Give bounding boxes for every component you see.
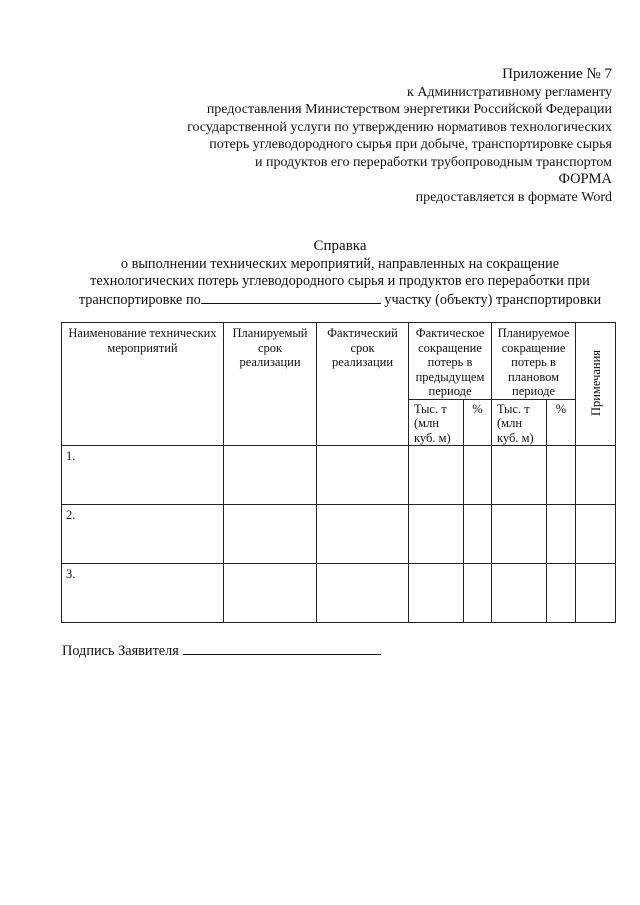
header-line: предоставления Министерством энергетики Российской Федерации <box>206 102 612 117</box>
section-blank-field[interactable] <box>201 291 381 304</box>
cell-name[interactable] <box>62 446 224 505</box>
table-cell[interactable] <box>492 446 547 505</box>
header-line: потерь углеводородного сырья при добыче, транспортировке сырья <box>209 137 612 152</box>
subheader-units: Тыс. т (млн куб. м) <box>492 399 547 446</box>
title-line-prefix: транспортировке по <box>78 291 201 308</box>
table-cell[interactable] <box>409 446 464 505</box>
table-cell[interactable] <box>224 505 317 564</box>
title-line: о выполнении технических мероприятий, направленных на сокращение <box>120 255 560 272</box>
table-cell[interactable] <box>224 446 317 505</box>
col-header-actual-reduction: Фактическое сокращение потерь в предыдущем периоде <box>409 323 492 400</box>
subheader-percent: % <box>464 399 492 446</box>
table-row <box>62 505 616 564</box>
appendix-number: Приложение № 7 <box>502 66 612 82</box>
table-cell[interactable] <box>492 564 547 623</box>
table-row <box>62 564 616 623</box>
table-cell[interactable] <box>464 505 492 564</box>
table-cell[interactable] <box>576 564 616 623</box>
table-cell[interactable] <box>409 505 464 564</box>
form-label: ФОРМА <box>558 171 612 187</box>
table-cell[interactable] <box>547 446 576 505</box>
table-row <box>62 446 616 505</box>
title-line: технологических потерь углеводородного сырья и продуктов его переработки при <box>90 273 590 289</box>
col-header-notes <box>576 323 616 446</box>
table-cell[interactable] <box>576 505 616 564</box>
table-cell[interactable] <box>576 446 616 505</box>
table-cell[interactable] <box>317 564 409 623</box>
signature-label: Подпись Заявителя <box>62 643 179 659</box>
cell-name[interactable] <box>62 564 224 623</box>
col-header-planned-reduction: Планируемое сокращение потерь в плановом периоде <box>492 323 576 400</box>
table-cell[interactable] <box>317 505 409 564</box>
col-header-planned-term: Планируемый срок реализации <box>224 323 317 446</box>
header-line: и продуктов его переработки трубопроводным транспортом <box>254 154 612 170</box>
document-title <box>60 238 620 309</box>
table-cell[interactable] <box>224 564 317 623</box>
table-cell[interactable] <box>464 564 492 623</box>
table-cell[interactable] <box>409 564 464 623</box>
report-table <box>61 322 616 623</box>
col-header-name: Наименование технических мероприятий <box>62 323 224 446</box>
row-number: 3. <box>66 567 76 581</box>
format-note: предоставляется в формате Word <box>415 189 612 205</box>
notes-vertical-label: Примечания <box>588 349 603 417</box>
table-cell[interactable] <box>547 564 576 623</box>
table-cell[interactable] <box>547 505 576 564</box>
title-line-suffix: участку (объекту) транспортировки <box>384 291 602 308</box>
signature-block <box>62 642 381 660</box>
header-line: к Административному регламенту <box>407 84 612 100</box>
row-number: 2. <box>66 508 76 522</box>
title-word: Справка <box>313 238 367 254</box>
row-number: 1. <box>66 449 76 463</box>
cell-name[interactable] <box>62 505 224 564</box>
header-line: государственной услуги по утверждению нормативов технологических <box>187 119 612 135</box>
subheader-units: Тыс. т (млн куб. м) <box>409 399 464 446</box>
appendix-header <box>187 66 612 206</box>
subheader-percent: % <box>547 399 576 446</box>
table-cell[interactable] <box>317 446 409 505</box>
table-cell[interactable] <box>492 505 547 564</box>
title-line-with-blank <box>60 291 620 310</box>
col-header-actual-term: Фактический срок реализации <box>317 323 409 446</box>
table-cell[interactable] <box>464 446 492 505</box>
signature-field[interactable] <box>183 642 381 655</box>
